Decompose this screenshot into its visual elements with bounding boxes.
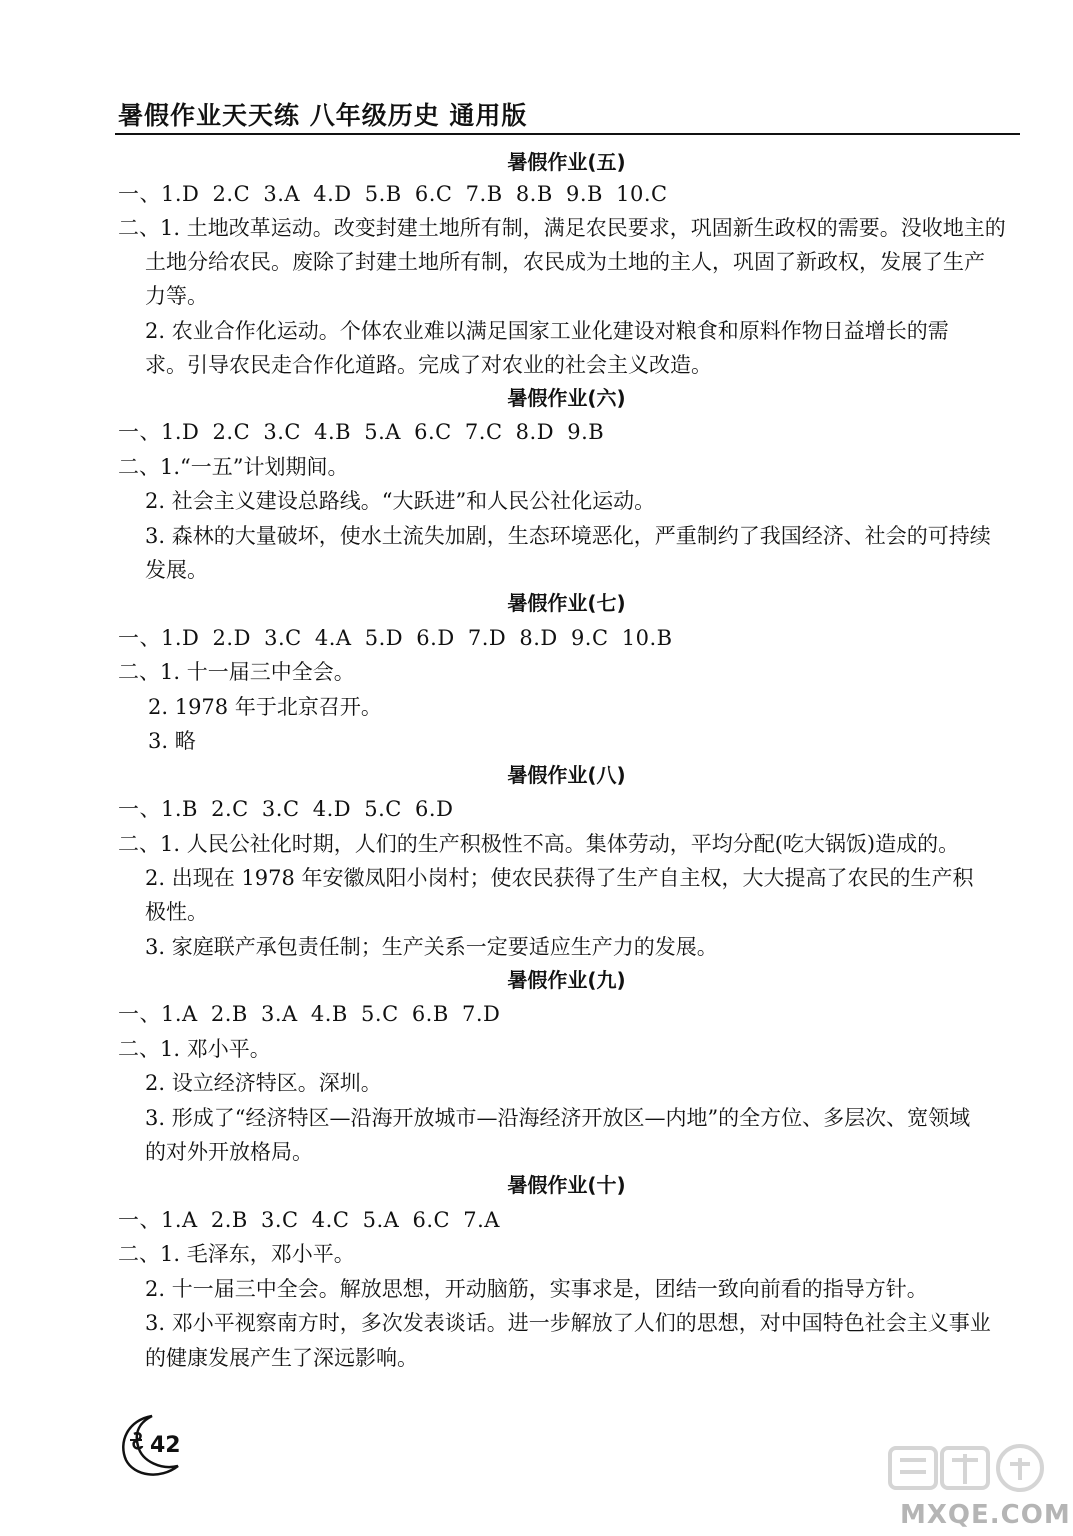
multiple-choice-answers: 一、1.A 2.B 3.C 4.C 5.A 6.C 7.A [118,1208,500,1232]
answer-line: 二、1. 人民公社化时期，人们的生产积极性不高。集体劳动，平均分配(吃大锅饭)造成的。 [118,832,960,856]
answer-line: 力等。 [145,284,208,308]
book-title: 暑假作业天天练 八年级历史 通用版 [118,101,528,130]
answer-line: 3. 略 [148,729,196,753]
answer-line: 二、1. 土地改革运动。改变封建土地所有制，满足农民要求，巩固新生政权的需要。没收地主的 [118,216,1006,240]
answer-line: 二、1. 十一届三中全会。 [118,660,355,684]
section-title: 暑假作业(八) [507,763,626,787]
section-title: 暑假作业(九) [507,968,626,992]
answer-line: 二、1.“一五”计划期间。 [118,455,349,479]
answer-line: 二、1. 邓小平。 [118,1037,271,1061]
answer-line: 2. 设立经济特区。深圳。 [145,1071,382,1095]
answer-line: 2. 出现在 1978 年安徽凤阳小岗村；使农民获得了生产自主权，大大提高了农民的生产积 [145,866,974,890]
answer-line: 土地分给农民。废除了封建土地所有制，农民成为土地的主人，巩固了新政权，发展了生产 [145,250,985,274]
answer-line: 3. 家庭联产承包责任制；生产关系一定要适应生产力的发展。 [145,935,718,959]
answer-line: 3. 形成了“经济特区—沿海开放城市—沿海经济开放区—内地”的全方位、多层次、宽领域 [145,1106,971,1130]
answer-line: 2. 社会主义建设总路线。“大跃进”和人民公社化运动。 [145,489,656,513]
answer-line: 求。引导农民走合作化道路。完成了对农业的社会主义改造。 [145,353,712,377]
multiple-choice-answers: 一、1.A 2.B 3.A 4.B 5.C 6.B 7.D [118,1002,501,1026]
answer-line: 3. 邓小平视察南方时，多次发表谈话。进一步解放了人们的思想，对中国特色社会主义事业 [145,1311,991,1335]
section-title: 暑假作业(十) [507,1173,626,1197]
multiple-choice-answers: 一、1.D 2.D 3.C 4.A 5.D 6.D 7.D 8.D 9.C 10.B [118,626,673,650]
answer-line: 极性。 [145,900,208,924]
page-number: 42 [150,1433,181,1458]
multiple-choice-answers: 一、1.D 2.C 3.C 4.B 5.A 6.C 7.C 8.D 9.B [118,420,605,444]
answer-line: 的对外开放格局。 [145,1140,313,1164]
answer-line: 2. 农业合作化运动。个体农业难以满足国家工业化建设对粮食和原料作物日益增长的需 [145,319,949,343]
section-title: 暑假作业(六) [507,386,626,410]
answer-line: 2. 十一届三中全会。解放思想，开动脑筋，实事求是，团结一致向前看的指导方针。 [145,1277,928,1301]
answer-line: 3. 森林的大量破坏，使水土流失加剧，生态环境恶化，严重制约了我国经济、社会的可持续 [145,524,991,548]
watermark-text: MXQE.COM [900,1500,1071,1530]
answer-line: 发展。 [145,558,208,582]
answer-line: 二、1. 毛泽东，邓小平。 [118,1242,355,1266]
header-divider [115,133,1020,135]
multiple-choice-answers: 一、1.B 2.C 3.C 4.D 5.C 6.D [118,797,454,821]
answer-line: 的健康发展产生了深远影响。 [145,1346,418,1370]
answer-line: 2. 1978 年于北京召开。 [148,695,382,719]
section-title: 暑假作业(七) [507,591,626,615]
section-title: 暑假作业(五) [507,150,626,174]
multiple-choice-answers: 一、1.D 2.C 3.A 4.D 5.B 6.C 7.B 8.B 9.B 10.C [118,182,668,206]
